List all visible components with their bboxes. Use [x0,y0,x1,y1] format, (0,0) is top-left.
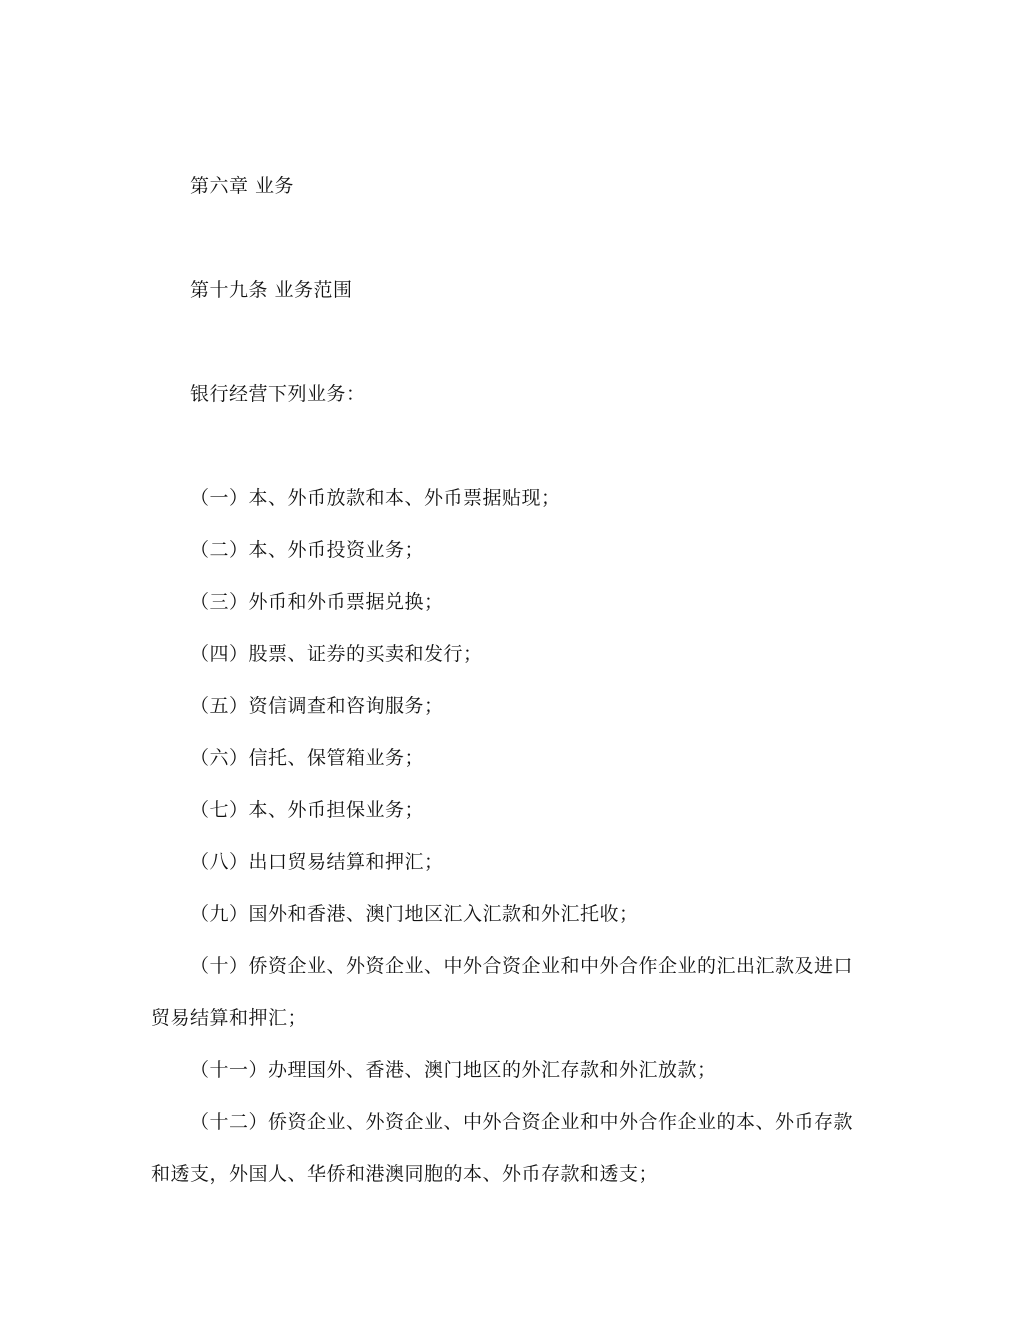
list-item: （六）信托、保管箱业务； [190,747,425,769]
list-item-10-line-1: （十）侨资企业、外资企业、中外合资企业和中外合作企业的汇出汇款及进口 [190,955,854,977]
list-item: （一）本、外币放款和本、外币票据贴现； [190,487,561,509]
list-item-10-line-2: 贸易结算和押汇； [151,1007,308,1029]
article-heading: 第十九条 业务范围 [190,279,353,301]
list-item-11: （十一）办理国外、香港、澳门地区的外汇存款和外汇放款； [190,1059,717,1081]
list-item: （八）出口贸易结算和押汇； [190,851,444,873]
list-item: （九）国外和香港、澳门地区汇入汇款和外汇托收； [190,903,639,925]
list-item: （三）外币和外币票据兑换； [190,591,444,613]
list-item: （二）本、外币投资业务； [190,539,425,561]
chapter-heading: 第六章 业务 [190,175,295,197]
list-item: （七）本、外币担保业务； [190,799,425,821]
intro-paragraph: 银行经营下列业务： [190,383,366,405]
list-item-12-line-2: 和透支，外国人、华侨和港澳同胞的本、外币存款和透支； [151,1163,659,1185]
list-item: （五）资信调查和咨询服务； [190,695,444,717]
list-item-12-line-1: （十二）侨资企业、外资企业、中外合资企业和中外合作企业的本、外币存款 [190,1111,854,1133]
list-item: （四）股票、证券的买卖和发行； [190,643,483,665]
